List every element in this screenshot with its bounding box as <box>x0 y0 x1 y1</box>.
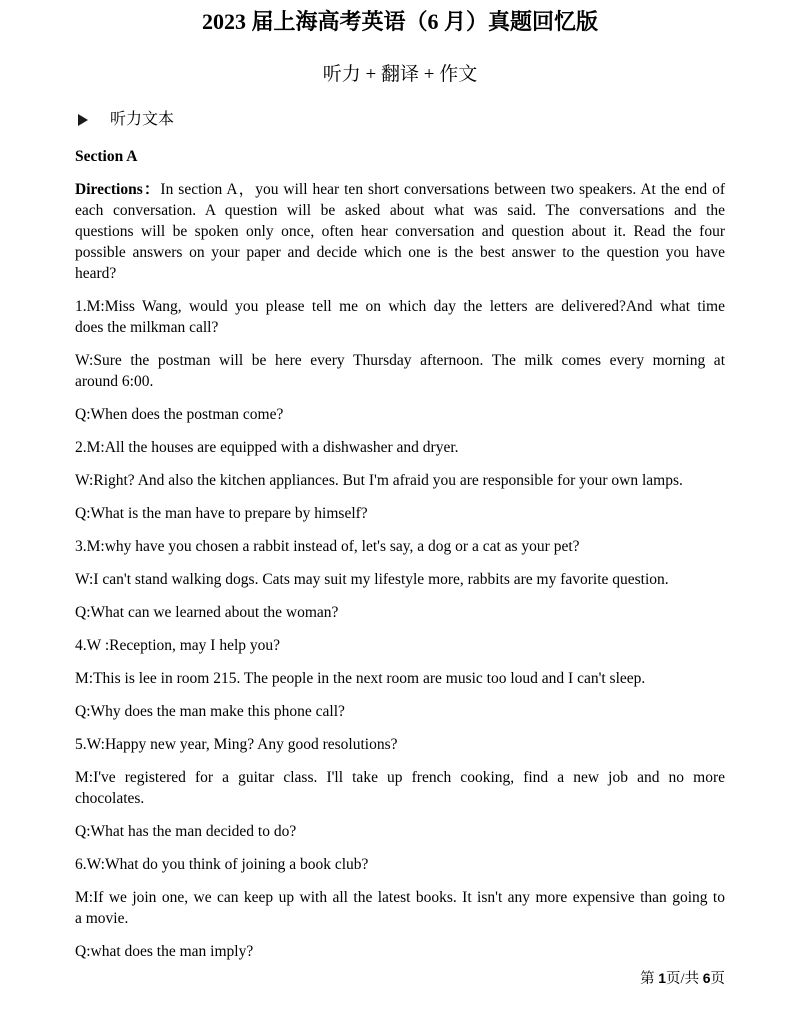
transcript-paragraph: W:Right? And also the kitchen appliances. But I'm afraid you are responsible for your own lamps. <box>75 472 683 489</box>
transcript-paragraph: M:I've registered for a guitar class. I'll take up french cooking, find a new job and no more chocolates. <box>75 769 725 807</box>
transcript-paragraph: Q:Why does the man make this phone call? <box>75 703 345 720</box>
footer-page-number: 1 <box>658 970 667 986</box>
transcript-paragraph: 4.W :Reception, may I help you? <box>75 637 281 654</box>
directions-label: Directions： <box>75 181 161 198</box>
transcript-paragraph: M:This is lee in room 215. The people in the next room are music too loud and I can't sleep. <box>75 670 646 687</box>
transcript-paragraph: 6.W:What do you think of joining a book club? <box>75 856 369 873</box>
bullet-item <box>75 110 725 130</box>
footer-total-pages: 6 <box>702 970 711 986</box>
bullet-label: 听力文本 <box>110 111 175 128</box>
transcript-paragraph: Q:What can we learned about the woman? <box>75 604 339 621</box>
footer-page-indicator: 第 1页/共 6页 <box>640 970 725 987</box>
transcript-paragraph: Q:When does the postman come? <box>75 406 284 423</box>
transcript-paragraph: M:If we join one, we can keep up with all the latest books. It isn't any more expensive than going to a movie. <box>75 889 725 927</box>
page-subtitle: 听力 + 翻译 + 作文 <box>322 64 478 85</box>
transcript-paragraph: W:I can't stand walking dogs. Cats may suit my lifestyle more, rabbits are my favorite question. <box>75 571 669 588</box>
page-footer <box>75 969 725 989</box>
transcript-paragraph: 2.M:All the houses are equipped with a dishwasher and dryer. <box>75 439 459 456</box>
section-heading: Section A <box>75 148 138 165</box>
page-title: 2023 届上海高考英语（6 月）真题回忆版 <box>201 9 598 34</box>
directions-paragraph: Directions：In section A，you will hear ten short conversations between two speakers. At the end of each conversation. A question will be asked about what was said. The conversations and the questions will be spoken only once, often hear conversation and question about it. Read the four possible answers on your paper and decide which one is the best answer to the question you have heard? <box>75 181 725 282</box>
transcript-paragraph: 5.W:Happy new year, Ming? Any good resolutions? <box>75 736 398 753</box>
transcript-paragraph: Q:What has the man decided to do? <box>75 823 297 840</box>
transcript-paragraph: Q:what does the man imply? <box>75 943 254 960</box>
arrowhead-right-icon <box>78 114 88 126</box>
transcript-paragraph: Q:What is the man have to prepare by himself? <box>75 505 368 522</box>
directions-text: In section A，you will hear ten short conversations between two speakers. At the end of <box>160 181 725 198</box>
transcript-paragraph: W:Sure the postman will be here every Thursday afternoon. The milk comes every morning at around 6:00. <box>75 352 725 390</box>
transcript-paragraph: 3.M:why have you chosen a rabbit instead of, let's say, a dog or a cat as your pet? <box>75 538 580 555</box>
transcript-paragraph: 1.M:Miss Wang, would you please tell me on which day the letters are delivered?And what time does the milkman call? <box>75 298 725 336</box>
